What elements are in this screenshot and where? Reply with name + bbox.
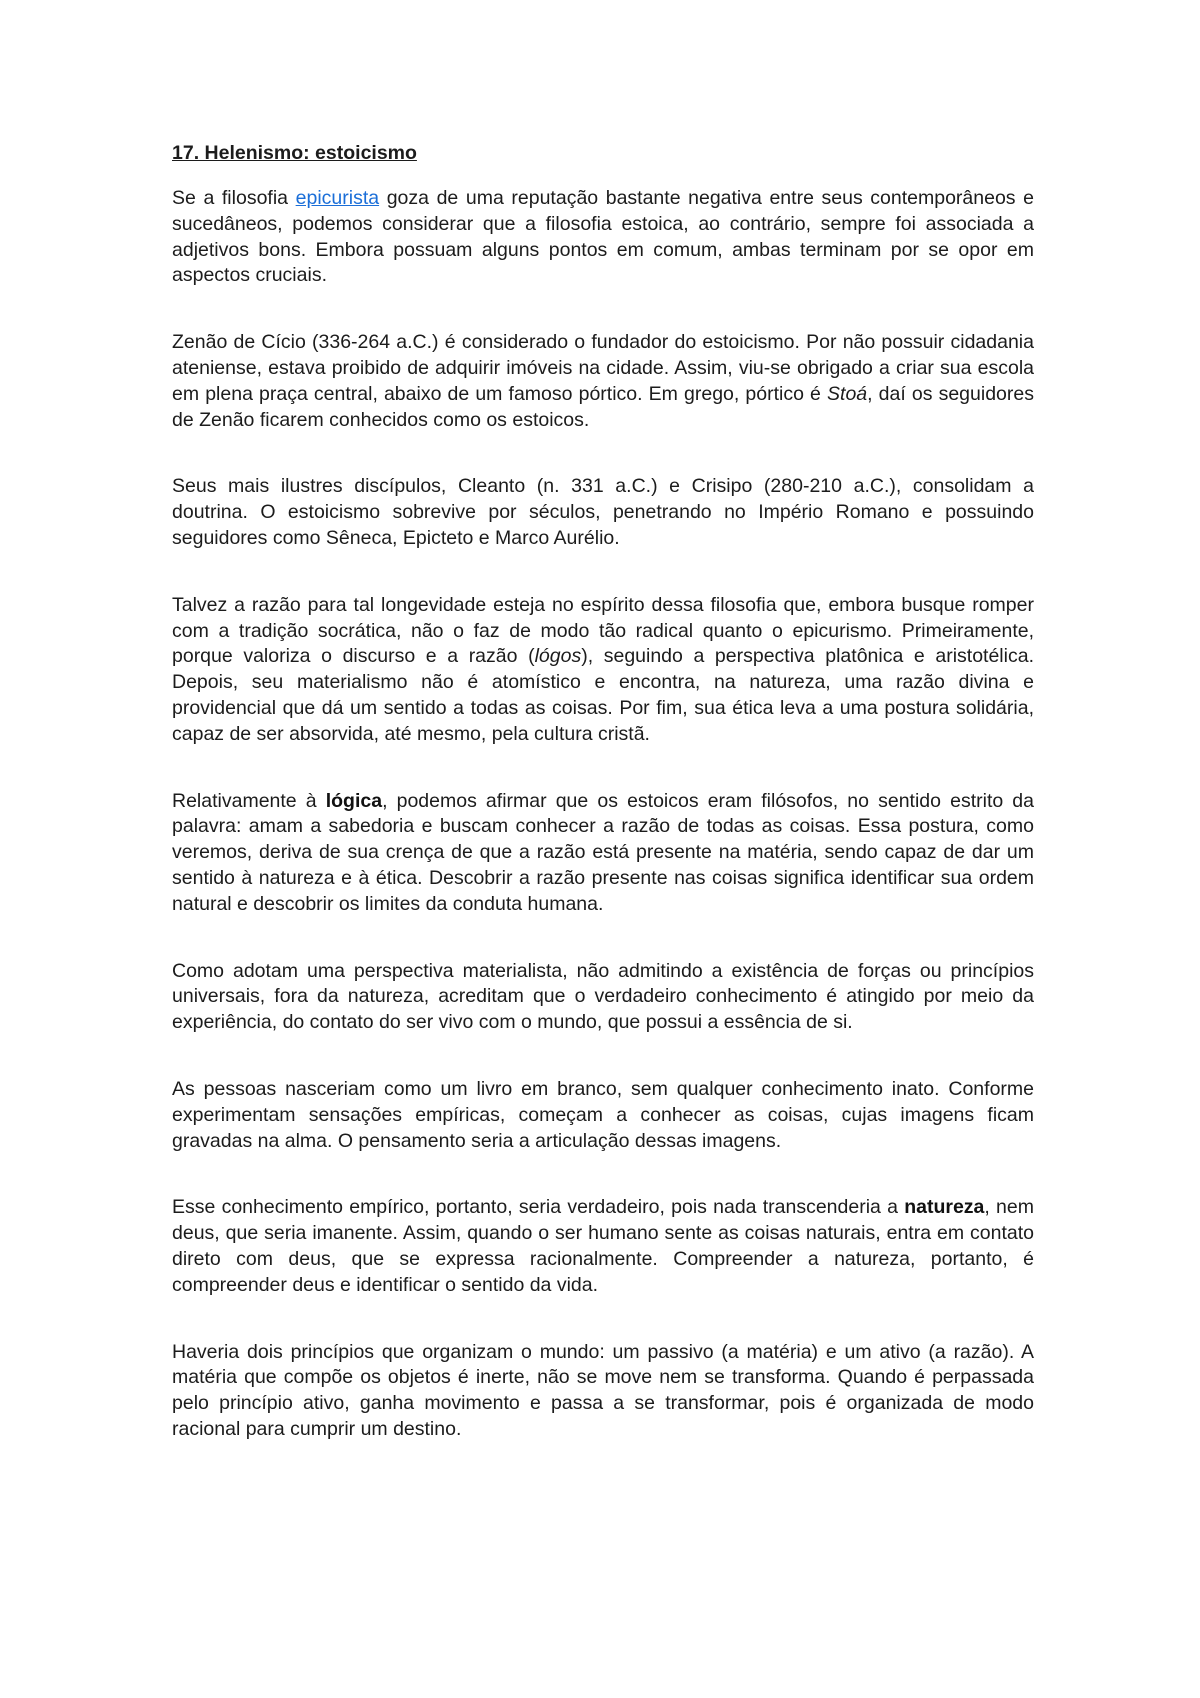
paragraph-4-text-b: ), seguindo a perspectiva platônica e aristotélica. Depois, seu materialismo não é atomístico e encontra, na natureza, uma razão divina e providencial que dá um sentido a todas as coisas. Por fim, sua ética leva a uma postura solidária, capaz de ser absorvida, até mesmo, pela cultura cristã.: [172, 645, 1034, 745]
paragraph-5-bold-logica: lógica: [325, 789, 383, 812]
paragraph-4-text-a: Talvez a razão para tal longevidade esteja no espírito dessa filosofia que, embora busque romper com a tradição socrática, não o faz de modo tão radical quanto o epicurismo. Primeiramente, porque valoriza o discurso e a razão (: [172, 593, 1034, 668]
paragraph-3: Seus mais ilustres discípulos, Cleanto (n. 331 a.C.) e Crisipo (280-210 a.C.), consolidam a doutrina. O estoicismo sobrevive por séculos, penetrando no Império Romano e possuindo seguidores como Sêneca, Epicteto e Marco Aurélio.: [172, 475, 1034, 549]
paragraph-5-text-b: , podemos afirmar que os estoicos eram filósofos, no sentido estrito da palavra: amam a sabedoria e buscam conhecer a razão de todas as coisas. Essa postura, como veremos, deriva de sua crença de que a razão está presente na matéria, sendo capaz de dar um sentido à natureza e à ética. Descobrir a razão presente nas coisas significa identificar sua ordem natural e descobrir os limites da conduta humana.: [172, 789, 1035, 915]
paragraph-2-italic-stoa: Stoá: [827, 382, 868, 405]
paragraph-1-text-b: goza de uma reputação bastante negativa entre seus contemporâneos e sucedâneos, podemos considerar que a filosofia estoica, ao contrário, sempre foi associada a adjetivos bons. Embora possuam alguns pontos em comum, ambas terminam por se opor em aspectos cruciais.: [172, 187, 1035, 287]
paragraph-2-text-a: Zenão de Cício (336-264 a.C.) é considerado o fundador do estoicismo. Por não possuir cidadania ateniense, estava proibido de adquirir imóveis na cidade. Assim, viu-se obrigado a criar sua escola em plena praça central, abaixo de um famoso pórtico. Em grego, pórtico é: [172, 331, 1034, 405]
paragraph-2: [172, 330, 1034, 433]
paragraph-8-bold-natureza: natureza: [904, 1196, 985, 1219]
paragraph-8-text-a: Esse conhecimento empírico, portanto, seria verdadeiro, pois nada transcenderia a: [172, 1196, 905, 1219]
paragraph-8: [172, 1195, 1034, 1298]
paragraph-4: [172, 593, 1034, 748]
paragraph-5: [172, 789, 1034, 918]
paragraph-5-text-a: Relativamente à: [172, 789, 326, 812]
paragraph-2-text-b: , daí os seguidores de Zenão ficarem conhecidos como os estoicos.: [172, 382, 1034, 431]
paragraph-1: [172, 186, 1034, 289]
document-title: 17. Helenismo: estoicismo: [172, 142, 417, 164]
paragraph-8-text-b: , nem deus, que seria imanente. Assim, quando o ser humano sente as coisas naturais, entra em contato direto com deus, que se expressa racionalmente. Compreender a natureza, portanto, é compreender deus e identificar o sentido da vida.: [172, 1196, 1034, 1296]
document-page: [172, 140, 1034, 1484]
epicurista-link[interactable]: epicurista: [295, 187, 380, 209]
paragraph-1-text-a: Se a filosofia: [172, 187, 296, 209]
paragraph-6: Como adotam uma perspectiva materialista, não admitindo a existência de forças ou princípios universais, fora da natureza, acreditam que o verdadeiro conhecimento é atingido por meio da experiência, do contato do ser vivo com o mundo, que possui a essência de si.: [172, 959, 1034, 1034]
paragraph-9: Haveria dois princípios que organizam o mundo: um passivo (a matéria) e um ativo (a razão). A matéria que compõe os objetos é inerte, não se move nem se transforma. Quando é perpassada pelo princípio ativo, ganha movimento e passa a se transformar, pois é organizada de modo racional para cumprir um destino.: [172, 1340, 1034, 1440]
paragraph-7: As pessoas nasceriam como um livro em branco, sem qualquer conhecimento inato. Conforme experimentam sensações empíricas, começam a conhecer as coisas, cujas imagens ficam gravadas na alma. O pensamento seria a articulação dessas imagens.: [172, 1077, 1034, 1152]
paragraph-4-italic-logos: lógos: [534, 645, 582, 668]
